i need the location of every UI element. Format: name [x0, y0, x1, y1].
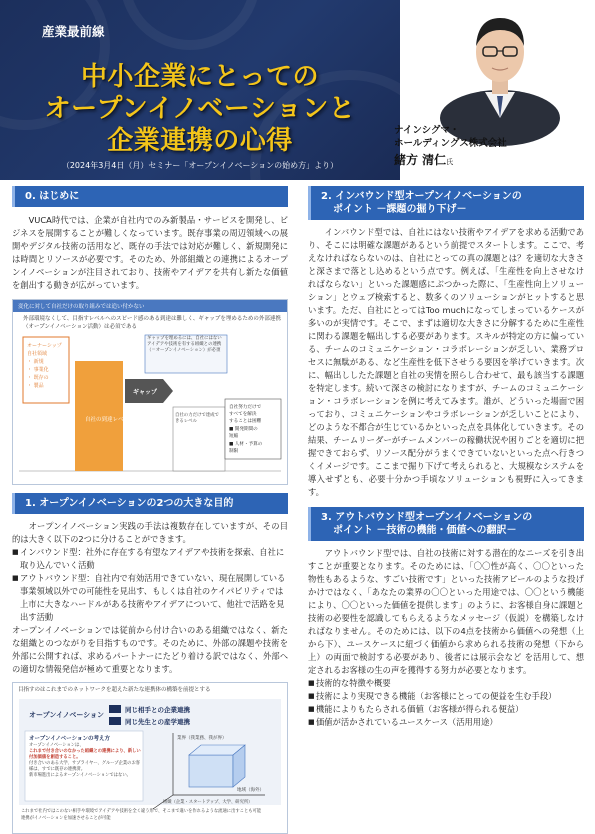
title-line-1: 中小企業にとっての — [81, 62, 319, 92]
point-2: 同じ先生との産学連携 — [125, 718, 190, 726]
left-box-line-1: オーナーシップ — [27, 343, 62, 349]
left-box-line-4: ・ 事業化 — [27, 367, 49, 373]
figure-2-footnote: これまで社内ではこのない相手や環境でアイデアや技術を全く違う形で、そこまで違いを作れるような流通に出すことも可能 — [21, 809, 262, 814]
right-box-line-3: することは困難 — [229, 419, 262, 424]
section-2-heading — [308, 186, 584, 220]
axis-y-label: 業界（我業務、我が界） — [177, 736, 227, 741]
article-header — [0, 0, 595, 180]
title-line-2: オープンイノベーションと — [44, 94, 356, 124]
right-box-line-6: ■ 人材・予算の — [229, 442, 263, 447]
speaker-name-text: 緒方 清仁 — [394, 153, 447, 167]
concept-line-4: 新市場進出によるオープンイノベーションではない。 — [29, 773, 131, 778]
section-3-text: アウトバウンド型では、自社の技術に対する潜在的なニーズを引き出すことが重要となります。そのためには、「〇〇性が高く、〇〇といった物性もあるような、すごい技術です」といった技術アピールのような投げかけではなく、「あなたの業界の〇〇といった用途では、〇〇という機能により、〇〇といった価値を提供します」のように、お客様自身に課題と技術の必要性を認識してもらえるようなメッセージ（仮説）を構築しなければなりません。そのためには、以下の4点を技術から価値への発想（上から下）、ユースケースに紐づく価値から求められる技術の発想（下から上）の両面で検討する必要があり、後者には展示会など を活用して、想定されるお客様の生の声を獲得する努力が必要となります。 — [308, 548, 584, 675]
honorific: 氏 — [446, 158, 454, 166]
right-box-line-1: 自社努力だけで — [229, 405, 262, 410]
callout-text: ギャップを埋めるには、自社にはないアイデアや技術を有する組織との連携（＝オープンイノベーション）が必須 — [147, 336, 222, 353]
section-3-bullet-2: ■ 技術により実現できる機能（お客様にとっての便益を生む手段） — [308, 690, 584, 703]
no-mark-2-icon — [109, 717, 121, 725]
section-1-outro: オープンイノベーションでは従前から付け合いのある組織ではなく、新たな組織とのつながりを目指すものです。そのために、外部の課題や技術を外部に公開すれば、求めるパートナーにたどり着ける訳ではなく、外部への適切な情報発信が極めて重要となります。 — [12, 625, 288, 674]
section-1-heading: 1. オープンイノベーションの2つの大きな目的 — [12, 493, 288, 514]
section-1-intro: オープンイノベーション実践の手法は複数存在していますが、その目的は大きく以下の2つに分けることができます。 — [12, 521, 288, 544]
section-2-heading-line-1: 2. インバウンド型オープンイノベーションの — [321, 191, 522, 202]
figure-1-title: 変化に対して自社だけの取り組みでは追い付かない — [13, 300, 287, 312]
concept-text — [29, 743, 141, 779]
target-level-bar — [75, 361, 123, 471]
seminar-subtitle: （2024年3月4日（月）セミナー「オープンイノベーションの始め方」より） — [61, 161, 339, 170]
left-box-line-5: ・ 既存の — [27, 375, 49, 381]
network-diagram-svg — [13, 695, 287, 821]
bottom-mid-label: 自社の力だけで達成できるレベル — [175, 413, 219, 424]
section-0-heading: 0. はじめに — [12, 186, 288, 207]
right-box-line-5: 短縮 — [229, 434, 239, 439]
section-2-heading-line-2: ポイント －課題の掘り下げ－ — [333, 204, 467, 215]
speaker-info — [394, 124, 514, 168]
cube-front — [189, 755, 233, 787]
section-3-bullet-3: ■ 機能によりもたらされる価値（お客様が得られる便益） — [308, 703, 584, 716]
section-label: 産業最前線 — [42, 24, 105, 39]
oi-box-title: オープンイノベーション — [29, 711, 105, 719]
left-box-line-2: 自社領域 — [27, 351, 48, 357]
right-column — [308, 186, 584, 729]
concept-line-1: オープンイノベーションは、 — [29, 743, 84, 748]
section-2-text: インバウンド型では、自社にはない技術やアイデアを求める活動であり、そこには明確な課題があるという前提でスタートします。ここで、考えなければならないのは、自社にとっての真の課題とは？を適切な大きさと深さまで落とし込めるという点です。例えば、「生産性を向上させなければならない」といった課題感にぶつかった際に、「生産性向上ソリューション」とウェブ検索すると、数多くのソリューションがヒットすると思います。ただ、自社にとってはToo muchになってしまっているケースが多いのが実情です。そこで、まずは適切な大きさに分解するために生産性に関わる課題を幅出しする必要があります。スキルが特定の方に偏っている、チームのコミュニケーション・コラボレーションが乏しい、業務プロセスに無駄がある、など生産性を低下させうる要因を挙げていきます。次に、幅出ししたた課題と自社の実情を照らし合わせて、最も該当する課題を特定します。続いて深さの検討になりますが、チームのコミュニケーション・コラボレーションを例に考えてみます。誰が、どういった場面で困っており、コミュニケーションやコラボレーションが乏しいことにより、どのような不都合が生じているかといった点を具体化していきます。その結果、チームリーダーがチームメンバーの稼働状況や困りごとを適切に把握できておらず、リソース配分がうまくできていないといった点へ行きつくイメージです。ここまで掘り下げて考えられると、大規模なシステムを導入せずとも、必要十分かつ手頃なソリューションも視野に入ってきます。 — [308, 227, 584, 497]
section-1-bullet-1: ■ インバウンド型：社外に存在する有望なアイデアや技術を探索、自社に取り込んでいく活動 — [12, 546, 288, 572]
section-3-bullet-4: ■ 価値が活かされているユースケース（活用用途） — [308, 716, 584, 729]
concept-line-3: 付き合いのある大学、サプライヤー、グループ企業のお客様は、すでに既存の連携済。 — [29, 761, 141, 772]
right-box-line-2: すべてを解決 — [229, 412, 257, 417]
bottom-left-label: 自社の到達レベル — [85, 417, 130, 423]
section-3-heading-line-2: ポイント －技術の機能・価値への翻訳－ — [333, 525, 517, 536]
left-box-line-6: ・ 製品 — [27, 383, 44, 389]
right-box-line-4: ■ 開発期間の — [229, 427, 258, 432]
concept-line-2: これまで付き合いのなかった組織との連携により、新しい付加価値を創造すること。 — [29, 749, 141, 760]
section-3-heading-line-1: 3. アウトバウンド型オープンイノベーションの — [321, 512, 533, 523]
company-name-line-1: ナインシグマ・ — [394, 125, 460, 136]
title-line-3: 企業連携の心得 — [107, 126, 293, 156]
point-1: 同じ相手との企業連携 — [125, 706, 190, 714]
left-box-line-3: ・ 新規 — [27, 359, 44, 365]
no-mark-1-icon — [109, 705, 121, 713]
figure-2-title: 目指すのはこれまでのネットワークを超えた新たな連携体の構築を前提とする — [13, 683, 287, 695]
figure-network-diagram — [12, 682, 288, 834]
section-3-bullet-1: ■ 技術的な特徴や概要 — [308, 677, 584, 690]
section-0-text: VUCA時代では、企業が自社内でのみ新製品・サービスを開発し、ビジネスを展開することが難しくなっています。既存事業の周辺領域への展開やデジタル技術の活用など、既存の手法では対応が難しく、新規開発には時間とリソースが必要です。そのため、外部組織との連携によるオープンイノベーションが注目されており、技術やアイデアを共有し新たな価値を創出する動きが広がっています。 — [12, 215, 288, 290]
right-box-line-7: 制限 — [229, 449, 239, 454]
section-1-bullet-2: ■ アウトバウンド型：自社内で有効活用できていない、現在展開している事業領域以外での可能性を見出す、もしくは自社のケイパビリティでは上市に大きなハードルがある技術やアイデアについて、他社で活路を見出す活動 — [12, 572, 288, 624]
speaker-portrait-icon — [400, 0, 595, 120]
axis-z-label: 組織（企業・スタートアップ、大学、研究所） — [163, 800, 253, 805]
gap-diagram-svg — [13, 331, 287, 479]
figure-gap-diagram — [12, 299, 288, 485]
figure-2-footnote-2: 連携がイノベーションを加速させることが可能 — [21, 816, 111, 821]
figure-1-desc: 外部環境なくして、目指すレベルへのスピード感のある到達は難しく、ギャップを埋めるための外部連携（オープンイノベーション活動）は必須である — [23, 316, 281, 330]
speaker-name — [394, 151, 514, 168]
left-column — [12, 186, 288, 834]
section-3-heading — [308, 507, 584, 541]
concept-title: オープンイノベーションの考え方 — [29, 736, 110, 742]
axis-x-label: 地域（海外） — [237, 788, 264, 793]
company-name-line-2: ホールディングス株式会社 — [394, 138, 507, 149]
header-banner — [0, 0, 400, 180]
gap-label: ギャップ — [133, 389, 158, 396]
